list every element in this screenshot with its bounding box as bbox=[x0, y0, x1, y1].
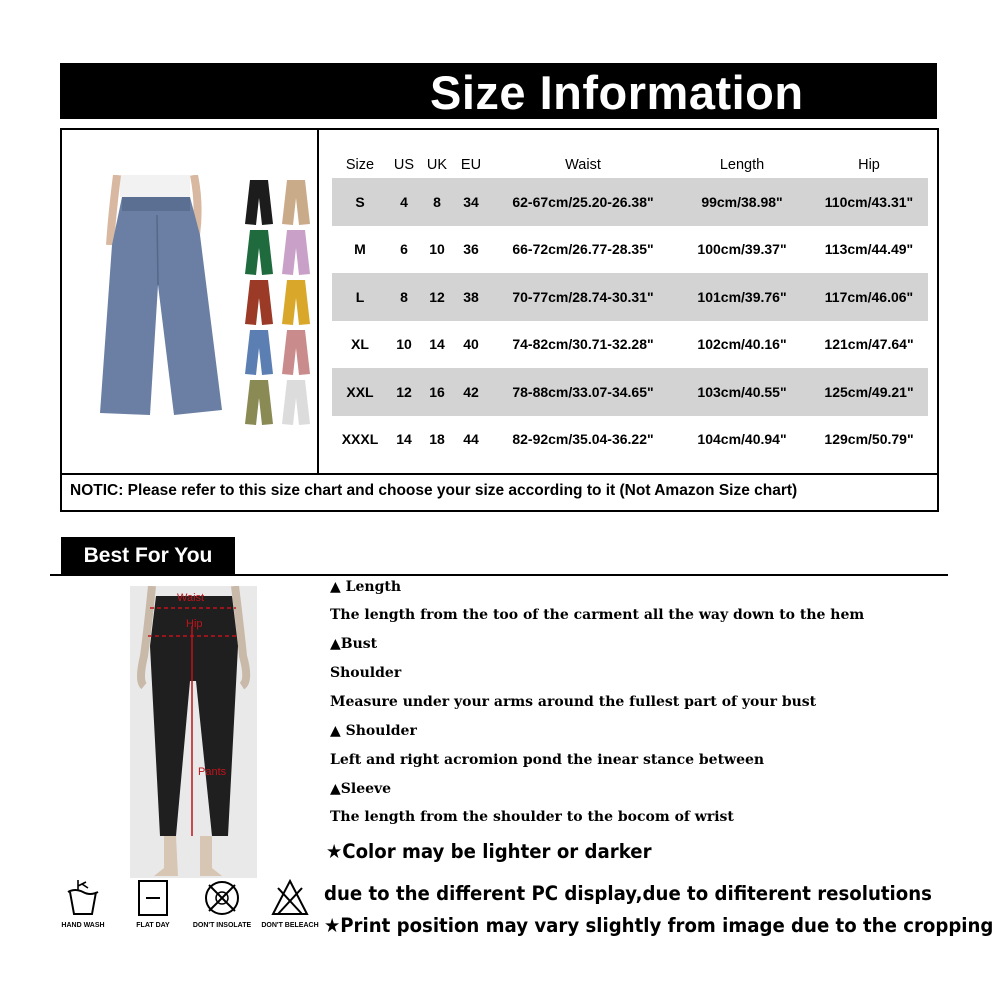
cell-uk: 18 bbox=[429, 431, 445, 448]
shoulder-text: Left and right acromion pond the inear stance between bbox=[330, 752, 765, 768]
print-note: ★Print position may vary slightly from image due to the cropping bbox=[324, 914, 994, 937]
cell-hip: 110cm/43.31" bbox=[824, 193, 914, 210]
display-note: due to the different PC display,due to difiterent resolutions bbox=[324, 882, 932, 905]
dont-bleach-item bbox=[255, 878, 325, 929]
cell-size: M bbox=[354, 241, 366, 258]
header-waist: Waist bbox=[565, 157, 601, 173]
title-bar bbox=[60, 63, 937, 119]
table-row bbox=[332, 368, 928, 416]
cell-hip: 121cm/47.64" bbox=[824, 336, 914, 353]
dont-bleach-label: DON'T BELEACH bbox=[261, 922, 319, 929]
dont-insolate-label: DON'T INSOLATE bbox=[192, 922, 252, 929]
table-header bbox=[332, 152, 928, 178]
best-for-you-tab: Best For You bbox=[61, 537, 235, 574]
color-note: ★Color may be lighter or darker bbox=[326, 840, 652, 863]
cell-length: 104cm/40.94" bbox=[697, 431, 787, 448]
cell-eu: 42 bbox=[463, 383, 479, 400]
table-row bbox=[332, 178, 928, 226]
cell-hip: 117cm/46.06" bbox=[824, 288, 914, 305]
header-eu: EU bbox=[460, 157, 482, 173]
color-swatch bbox=[279, 378, 313, 428]
color-swatch bbox=[279, 328, 313, 378]
cell-uk: 14 bbox=[429, 336, 445, 353]
flat-dry-label: FLAT DAY bbox=[136, 922, 170, 929]
color-swatch bbox=[242, 278, 276, 328]
divider-horizontal bbox=[62, 473, 937, 475]
flat-dry-icon bbox=[136, 878, 170, 918]
shoulder-title: ▲ Shoulder bbox=[330, 723, 417, 739]
cell-size: XL bbox=[351, 336, 369, 353]
cell-eu: 40 bbox=[463, 336, 479, 353]
divider-vertical bbox=[317, 130, 319, 474]
size-chart-box bbox=[60, 128, 939, 512]
cell-uk: 16 bbox=[429, 383, 445, 400]
cell-us: 8 bbox=[400, 288, 408, 305]
no-bleach-icon bbox=[270, 878, 310, 918]
cell-us: 10 bbox=[396, 336, 412, 353]
cell-waist: 74-82cm/30.71-32.28" bbox=[512, 336, 654, 353]
cell-us: 12 bbox=[396, 383, 412, 400]
cell-eu: 36 bbox=[463, 241, 479, 258]
cell-length: 100cm/39.37" bbox=[697, 241, 787, 258]
size-table bbox=[332, 152, 928, 463]
waist-label: Waist bbox=[177, 592, 205, 604]
sleeve-title: ▲Sleeve bbox=[330, 781, 392, 797]
header-uk: UK bbox=[426, 157, 448, 173]
color-swatch bbox=[242, 328, 276, 378]
cell-us: 4 bbox=[400, 193, 408, 210]
cell-size: L bbox=[355, 288, 365, 305]
color-swatch bbox=[279, 278, 313, 328]
table-row bbox=[332, 416, 928, 464]
header-size: Size bbox=[345, 157, 375, 173]
cell-uk: 8 bbox=[433, 193, 441, 210]
flat-dry-item bbox=[118, 878, 188, 929]
bust-title: ▲Bust bbox=[330, 636, 378, 652]
hip-label: Hip bbox=[186, 618, 203, 630]
dont-insolate-item bbox=[187, 878, 257, 929]
size-notice: NOTIC: Please refer to this size chart and choose your size according to it (Not Amazon Size chart) bbox=[70, 482, 798, 499]
cell-length: 99cm/38.98" bbox=[701, 193, 783, 210]
measurement-figure bbox=[130, 586, 257, 878]
hand-wash-icon bbox=[66, 878, 100, 918]
header-us: US bbox=[393, 157, 415, 173]
color-swatch bbox=[242, 228, 276, 278]
cell-length: 102cm/40.16" bbox=[697, 336, 787, 353]
length-title: ▲ Length bbox=[330, 579, 402, 595]
cell-eu: 38 bbox=[463, 288, 479, 305]
table-row bbox=[332, 226, 928, 274]
cell-size: S bbox=[355, 193, 365, 210]
cell-eu: 44 bbox=[463, 431, 479, 448]
cell-waist: 70-77cm/28.74-30.31" bbox=[512, 288, 654, 305]
cell-us: 6 bbox=[400, 241, 408, 258]
hand-wash-item bbox=[48, 878, 118, 929]
hand-wash-label: HAND WASH bbox=[61, 922, 105, 929]
color-swatch bbox=[242, 178, 276, 228]
color-swatch bbox=[242, 378, 276, 428]
shoulder-word: Shoulder bbox=[330, 665, 402, 681]
cell-uk: 10 bbox=[429, 241, 445, 258]
cell-size: XXL bbox=[346, 383, 374, 400]
color-swatch bbox=[279, 178, 313, 228]
no-sun-icon bbox=[202, 878, 242, 918]
cell-size: XXXL bbox=[341, 431, 379, 448]
cell-length: 103cm/40.55" bbox=[697, 383, 787, 400]
cell-hip: 125cm/49.21" bbox=[824, 383, 914, 400]
pants-label: Pants bbox=[198, 766, 227, 778]
header-length: Length bbox=[719, 157, 765, 173]
bust-text: Measure under your arms around the fullest part of your bust bbox=[330, 694, 817, 710]
product-photo bbox=[82, 175, 247, 430]
length-text: The length from the too of the carment all the way down to the hem bbox=[330, 607, 865, 623]
cell-eu: 34 bbox=[463, 193, 479, 210]
table-row bbox=[332, 321, 928, 369]
cell-hip: 113cm/44.49" bbox=[824, 241, 914, 258]
cell-uk: 12 bbox=[429, 288, 445, 305]
cell-waist: 82-92cm/35.04-36.22" bbox=[512, 431, 654, 448]
sleeve-text: The length from the shoulder to the bocom of wrist bbox=[330, 809, 734, 825]
cell-waist: 66-72cm/26.77-28.35" bbox=[512, 241, 654, 258]
table-row bbox=[332, 273, 928, 321]
cell-us: 14 bbox=[396, 431, 412, 448]
cell-waist: 78-88cm/33.07-34.65" bbox=[512, 383, 654, 400]
section-divider bbox=[50, 574, 948, 576]
cell-hip: 129cm/50.79" bbox=[824, 431, 914, 448]
header-hip: Hip bbox=[858, 157, 880, 173]
cell-waist: 62-67cm/25.20-26.38" bbox=[512, 193, 654, 210]
page-title: Size Information bbox=[430, 66, 804, 119]
color-swatch bbox=[279, 228, 313, 278]
cell-length: 101cm/39.76" bbox=[697, 288, 787, 305]
